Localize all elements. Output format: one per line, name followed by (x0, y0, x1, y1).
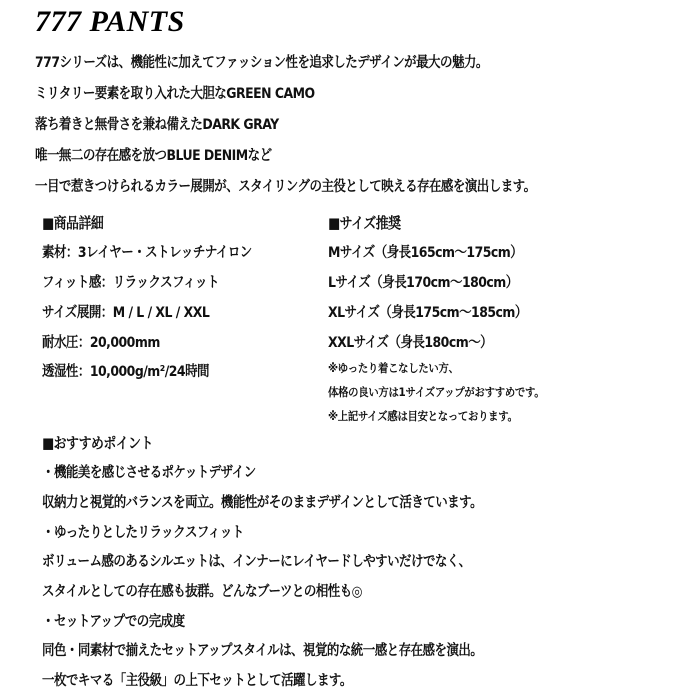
point-line: スタイルとしての存在感も抜群。どんなブーツとの相性も◎ (42, 584, 363, 600)
intro-line: 一目で惹きつけられるカラー展開が、スタイリングの主役として映える存在感を演出します。 (35, 179, 536, 195)
details-heading: ■商品詳細 (42, 214, 104, 232)
detail-item-waterproof: 耐水圧：20,000mm (42, 335, 160, 351)
intro-line: 落ち着きと無骨さを兼ね備えたDARK GRAY (35, 117, 279, 133)
point-line: ・セットアップでの完成度 (42, 614, 185, 630)
sizes-heading: ■サイズ推奨 (328, 214, 401, 232)
point-line: 同色・同素材で揃えたセットアップスタイルは、視覚的な統一感と存在感を演出。 (42, 643, 483, 659)
detail-item-material: 素材：3レイヤー・ストレッチナイロン (42, 245, 252, 261)
size-item-m: Mサイズ（身長165cm～175cm） (328, 245, 523, 261)
intro-line: 唯一無二の存在感を放つBLUE DENIMなど (35, 148, 272, 164)
size-note: 体格の良い方は1サイズアップがおすすめです。 (328, 385, 545, 399)
point-line: 収納力と視覚的バランスを両立。機能性がそのままデザインとして活きています。 (42, 495, 483, 511)
size-item-xxl: XXLサイズ（身長180cm～） (328, 335, 493, 351)
page-title: 777 PANTS (35, 5, 185, 38)
detail-item-breathability: 透湿性：10,000g/m²/24時間 (42, 364, 209, 380)
size-item-l: Lサイズ（身長170cm～180cm） (328, 275, 518, 291)
size-note: ※上記サイズ感は目安となっております。 (328, 409, 518, 423)
points-heading: ■おすすめポイント (42, 434, 153, 452)
size-note: ※ゆったり着こなしたい方、 (328, 361, 459, 375)
point-line: ボリューム感のあるシルエットは、インナーにレイヤードしやすいだけでなく、 (42, 554, 471, 570)
detail-item-sizes: サイズ展開：M / L / XL / XXL (42, 305, 210, 321)
detail-item-fit: フィット感：リラックスフィット (42, 275, 219, 291)
point-line: 一枚でキマる「主役級」の上下セットとして活躍します。 (42, 673, 352, 689)
size-item-xl: XLサイズ（身長175cm～185cm） (328, 305, 527, 321)
point-line: ・ゆったりとしたリラックスフィット (42, 525, 244, 541)
intro-line: 777シリーズは、機能性に加えてファッション性を追求したデザインが最大の魅力。 (35, 55, 488, 71)
point-line: ・機能美を感じさせるポケットデザイン (42, 465, 256, 481)
intro-line: ミリタリー要素を取り入れた大胆なGREEN CAMO (35, 86, 315, 102)
